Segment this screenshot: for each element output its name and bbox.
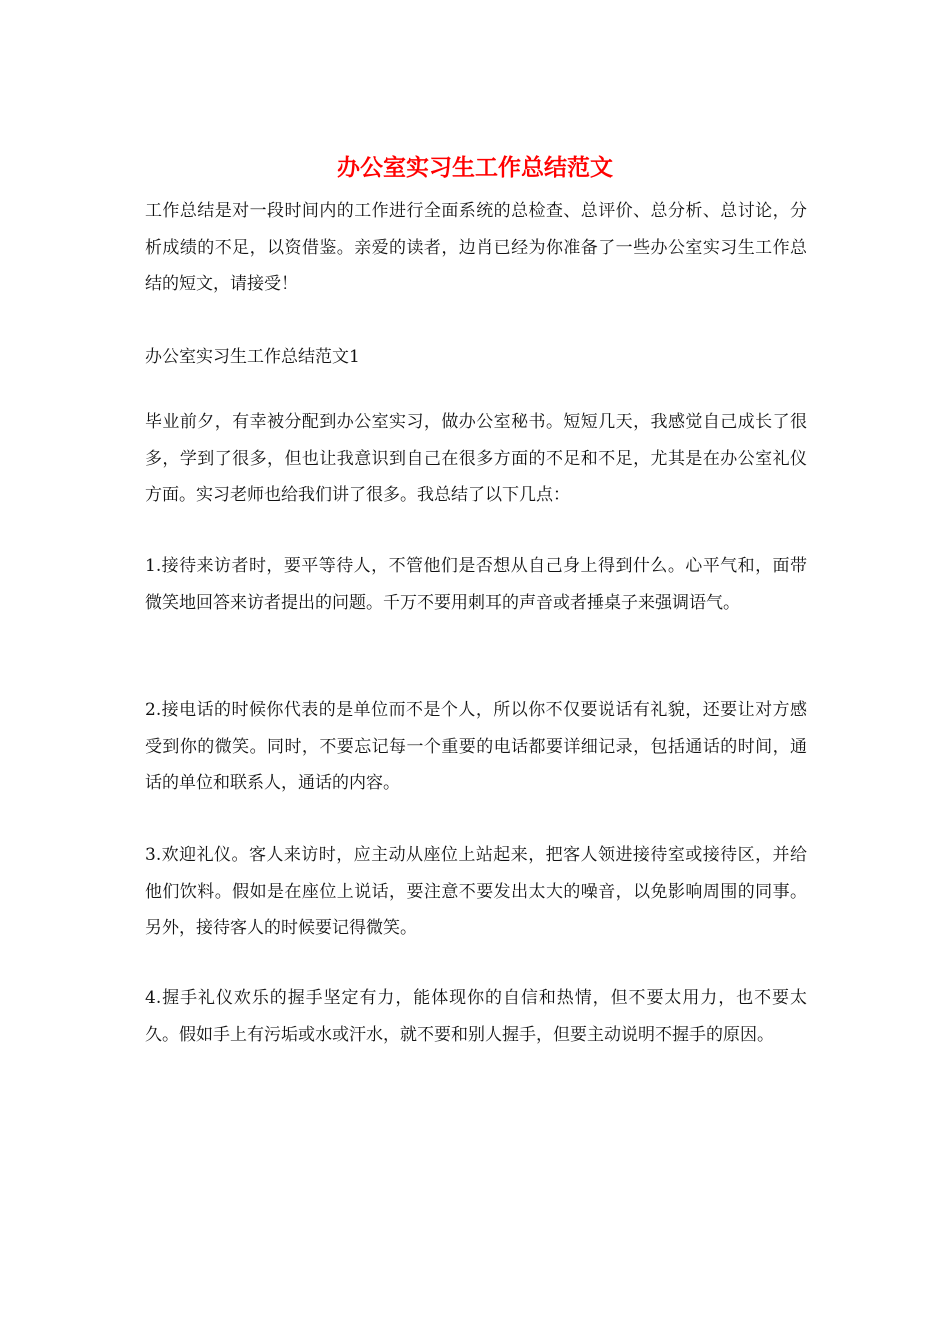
intro-paragraph: 工作总结是对一段时间内的工作进行全面系统的总检查、总评价、总分析、总讨论，分析成绩的不足，以资借鉴。亲爱的读者，边肖已经为你准备了一些办公室实习生工作总结的短文，请接受！ — [145, 201, 807, 294]
list-item-4: 4.握手礼仪欢乐的握手坚定有力，能体现你的自信和热情，但不要太用力，也不要太久。假如手上有污垢或水或汗水，就不要和别人握手，但要主动说明不握手的原因。 — [145, 988, 807, 1045]
body-paragraph-1: 毕业前夕，有幸被分配到办公室实习，做办公室秘书。短短几天，我感觉自己成长了很多，学到了很多，但也让我意识到自己在很多方面的不足和不足，尤其是在办公室礼仪方面。实习老师也给我们讲了很多。我总结了以下几点： — [145, 412, 807, 505]
section-heading: 办公室实习生工作总结范文1 — [145, 347, 360, 367]
document-title: 办公室实习生工作总结范文 — [337, 154, 613, 181]
list-item-1: 1.接待来访者时，要平等待人，不管他们是否想从自己身上得到什么。心平气和，面带微笑地回答来访者提出的问题。千万不要用刺耳的声音或者捶桌子来强调语气。 — [145, 556, 807, 613]
list-item-3: 3.欢迎礼仪。客人来访时，应主动从座位上站起来，把客人领进接待室或接待区，并给他们饮料。假如是在座位上说话，要注意不要发出太大的噪音，以免影响周围的同事。另外，接待客人的时候要记得微笑。 — [145, 845, 807, 938]
list-item-2: 2.接电话的时候你代表的是单位而不是个人，所以你不仅要说话有礼貌，还要让对方感受到你的微笑。同时，不要忘记每一个重要的电话都要详细记录，包括通话的时间，通话的单位和联系人，通话的内容。 — [145, 700, 807, 793]
